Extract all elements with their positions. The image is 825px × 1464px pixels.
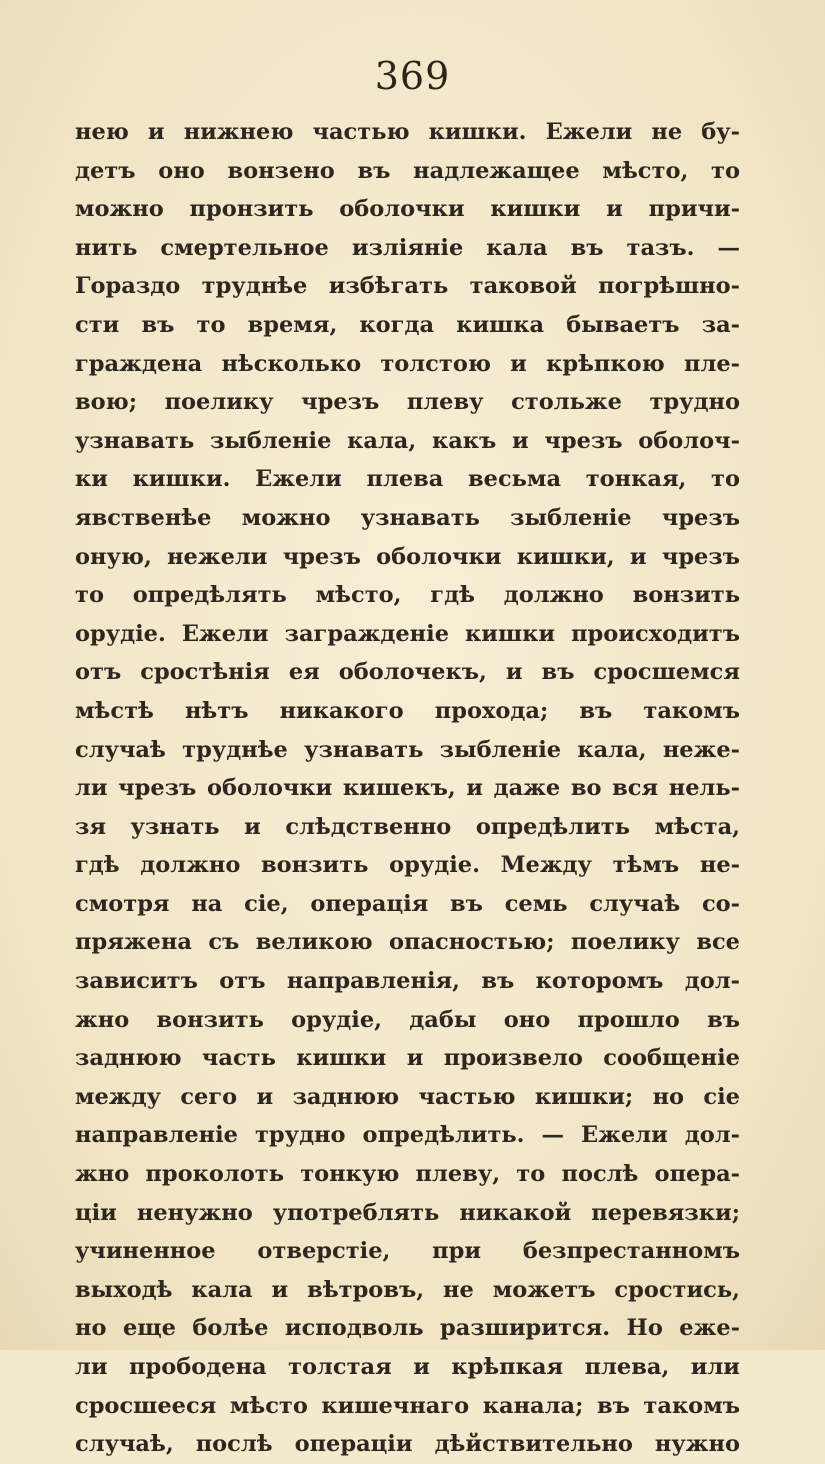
text-line: смотря на сіе, операція въ семь случаѣ со- (75, 890, 740, 917)
page-number: 369 (374, 54, 451, 98)
text-line: пряжена съ великою опасностью; поелику все (75, 929, 740, 956)
text-line: случаѣ, послѣ операціи дѣйствительно нужно (75, 1431, 740, 1458)
text-line: заднюю часть кишки и произвело сообщеніе (75, 1045, 740, 1072)
text-line: то опредѣлять мѣсто, гдѣ должно вонзить (75, 582, 740, 609)
text-line: Гораздо труднѣе избѣгать таковой погрѣшно- (75, 273, 740, 300)
text-line: между сего и заднюю частью кишки; но сіе (75, 1083, 740, 1110)
text-line: отъ сростѣнія ея оболочекъ, и въ сросшемся (75, 659, 740, 686)
text-line: гдѣ должно вонзить орудіе. Между тѣмъ не- (75, 852, 740, 879)
text-line: можно пронзить оболочки кишки и причи- (75, 196, 740, 223)
text-line: вою; поелику чрезъ плеву стольже трудно (75, 389, 740, 416)
text-line: ки кишки. Ежели плева весьма тонкая, то (75, 466, 740, 493)
text-line: оную, нежели чрезъ оболочки кишки, и чрезъ (75, 543, 740, 570)
text-line: орудіе. Ежели загражденіе кишки происходитъ (75, 620, 740, 647)
text-line: нею и нижнею частью кишки. Ежели не бу- (75, 119, 740, 145)
text-line: но еще болѣе исподволь разширится. Но еже- (75, 1315, 740, 1342)
text-line: детъ оно вонзено въ надлежащее мѣсто, то (75, 157, 740, 184)
text-line: направленіе трудно опредѣлить. — Ежели дол- (75, 1122, 740, 1149)
text-line: зя узнать и слѣдственно опредѣлить мѣста, (75, 813, 740, 840)
text-line: случаѣ труднѣе узнавать зыбленіе кала, нежe- (75, 736, 740, 763)
text-line: сти въ то время, когда кишка бываетъ за- (75, 311, 740, 338)
text-line: ціи ненужно употреблять никакой перевязки; (75, 1199, 740, 1226)
text-line: мѣстѣ нѣтъ никакого прохода; въ такомъ (75, 697, 740, 724)
text-line: ли чрезъ оболочки кишекъ, и даже во вся нель- (75, 775, 740, 802)
text-line: граждена нѣсколько толстою и крѣпкою пле- (75, 350, 740, 377)
text-line: жно вонзить орудіе, дабы оно прошло въ (75, 1006, 740, 1033)
text-line: зависитъ отъ направленія, въ которомъ дол- (75, 968, 740, 995)
body-text (75, 113, 740, 1464)
text-line: ли прободена толстая и крѣпкая плева, или (75, 1354, 740, 1380)
text-line: узнавать зыбленіе кала, какъ и чрезъ оболоч- (75, 427, 740, 454)
text-line: учиненное отверстіе, при безпрестанномъ (75, 1238, 740, 1265)
text-line: выходѣ кала и вѣтровъ, не можетъ сростись, (75, 1276, 740, 1303)
text-line: жно проколоть тонкую плеву, то послѣ опера- (75, 1161, 740, 1188)
text-line: нить смертельное изліяніе кала въ тазъ. — (75, 234, 740, 261)
text-line: явственѣе можно узнавать зыбленіе чрезъ (75, 504, 740, 531)
text-line: сросшееся мѣсто кишечнаго канала; въ такомъ (75, 1392, 740, 1419)
